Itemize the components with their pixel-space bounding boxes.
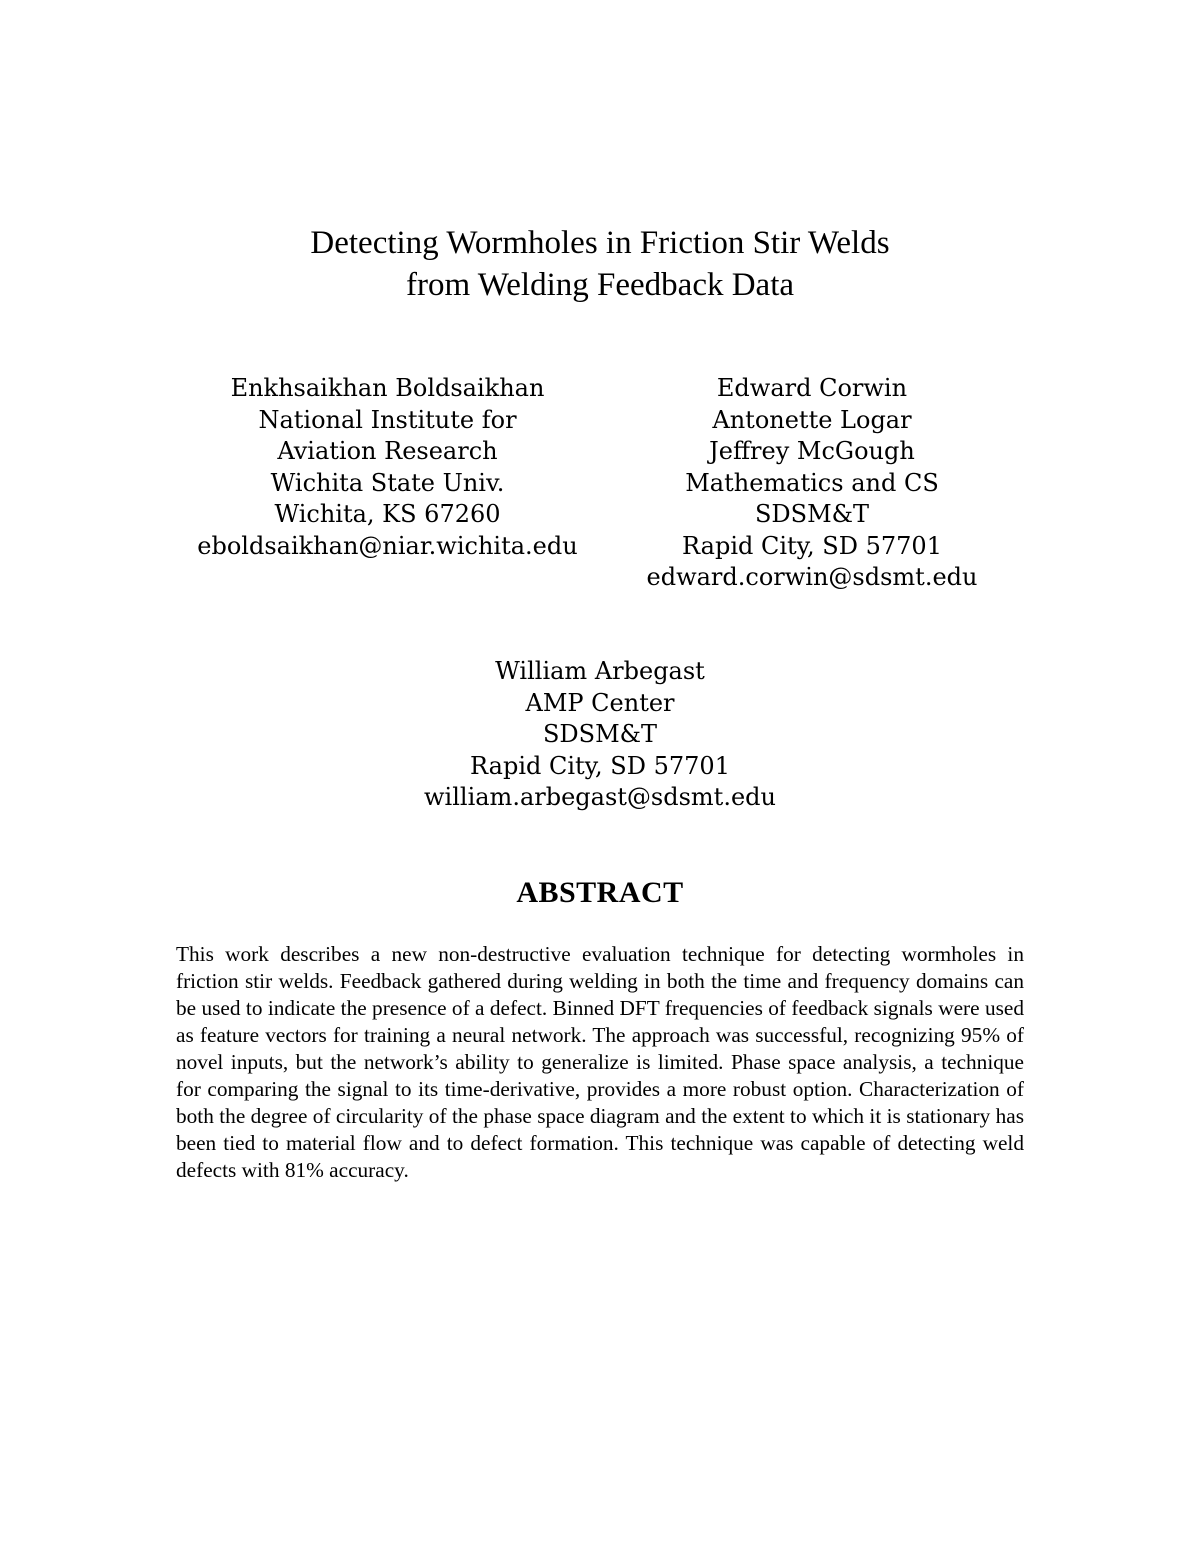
author-affiliation: Aviation Research	[277, 437, 498, 465]
author-address: Rapid City, SD 57701	[682, 531, 942, 560]
author-block-corwin-logar-mcgough	[612, 373, 1012, 594]
author-name: William Arbegast	[495, 657, 705, 685]
author-name: Enkhsaikhan Boldsaikhan	[230, 374, 545, 402]
abstract-heading: ABSTRACT	[516, 876, 684, 909]
author-block-boldsaikhan	[190, 373, 585, 562]
author-name: Jeffrey McGough	[709, 437, 915, 465]
author-affiliation: National Institute for	[258, 405, 517, 434]
title-line-1: Detecting Wormholes in Friction Stir Welds	[310, 225, 890, 261]
author-institution: SDSM&T	[542, 720, 658, 748]
author-name: Antonette Logar	[712, 405, 912, 434]
author-email: eboldsaikhan@niar.wichita.edu	[197, 531, 578, 560]
author-address: Wichita, KS 67260	[274, 500, 501, 528]
author-name: Edward Corwin	[716, 374, 908, 402]
author-email: edward.corwin@sdsmt.edu	[646, 563, 978, 591]
author-department: Mathematics and CS	[685, 468, 939, 497]
author-email: william.arbegast@sdsmt.edu	[424, 783, 776, 811]
abstract-text: This work describes a new non-destructive evaluation technique for detecting wormholes in friction stir welds. Feedback gathered during welding in both the time and frequency domains can be used to indicate the presence of a defect. Binned DFT frequencies of feedback signals were used as feature vectors for training a neural network. The approach was successful, recognizing 95% of novel inputs, but the network’s ability to generalize is limited. Phase space analysis, a technique for comparing the signal to its time-derivative, provides a more robust option. Characterization of both the degree of circularity of the phase space diagram and the extent to which it is stationary has been tied to material flow and to defect formation. This technique was capable of detecting weld defects with 81% accuracy.	[176, 942, 1024, 1182]
title-line-2: from Welding Feedback Data	[405, 267, 795, 303]
author-institution: SDSM&T	[754, 500, 870, 528]
paper-title	[0, 222, 1200, 306]
author-address: Rapid City, SD 57701	[470, 751, 730, 780]
author-institution: Wichita State Univ.	[270, 468, 505, 497]
author-affiliation: AMP Center	[525, 688, 675, 717]
author-block-arbegast	[400, 656, 800, 814]
